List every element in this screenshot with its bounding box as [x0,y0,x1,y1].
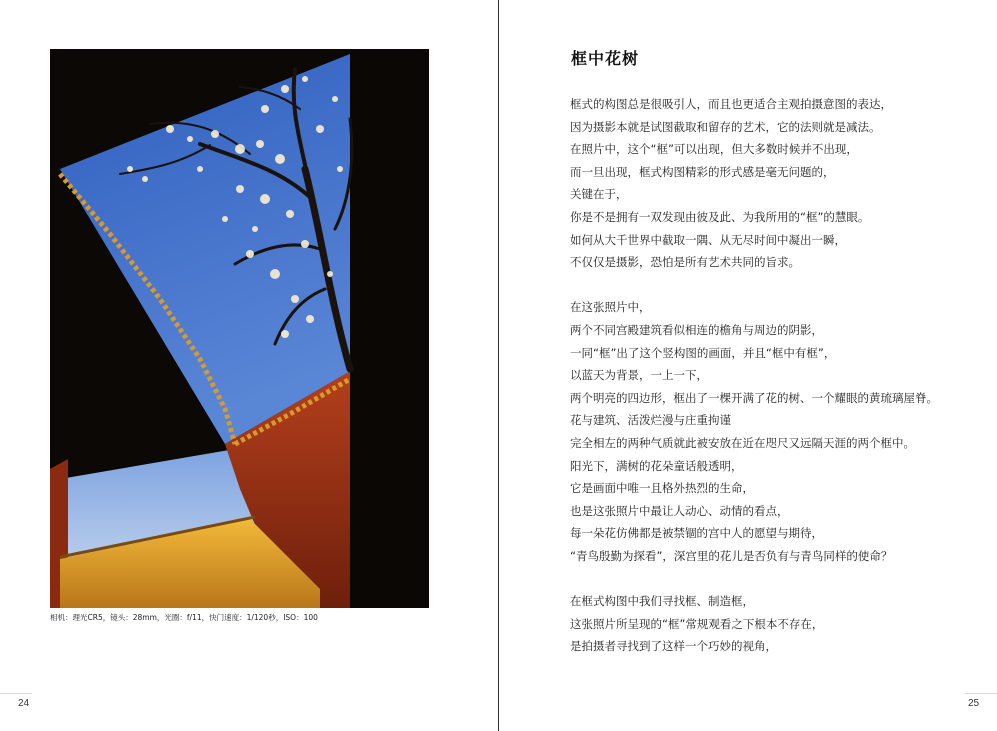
photo-illustration [50,49,429,608]
paragraph-gap [570,274,980,297]
body-text [570,93,980,658]
book-spine-divider [498,0,499,731]
text-line: 以蓝天为背景，一上一下， [570,368,708,383]
text-line: 它是画面中唯一且格外热烈的生命， [570,481,754,496]
text-line: 也是这张照片中最让人动心、动情的看点， [570,503,789,518]
text-line: “青鸟殷勤为探看”，深宫里的花儿是否负有与青鸟同样的使命？ [570,548,893,563]
footer-rule-left [0,693,32,694]
text-line: 而一旦出现，框式构图精彩的形式感是毫无问题的， [570,164,835,179]
text-line: 不仅仅是摄影，恐怕是所有艺术共同的旨求。 [570,255,800,270]
text-line: 两个不同宫殿建筑看似相连的檐角与周边的阴影， [570,322,823,337]
text-line: 如何从大千世界中截取一隅、从无尽时间中凝出一瞬， [570,232,846,247]
paragraph-1 [570,93,980,274]
text-line: 在框式构图中我们寻找框、制造框， [570,594,754,609]
text-line: 关键在于， [570,187,628,202]
text-line: 是拍摄者寻找到了这样一个巧妙的视角， [570,639,777,654]
text-line: 完全相左的两种气质就此被安放在近在咫尺又远隔天涯的两个框中。 [570,435,915,450]
text-line: 在照片中，这个“框”可以出现，但大多数时候并不出现， [570,142,858,157]
text-line: 每一朵花仿佛都是被禁锢的宫中人的愿望与期待， [570,526,823,541]
footer-rule-right [965,693,997,694]
page-number-right: 25 [968,698,980,709]
photo-caption: 相机：理光CR5，镜头：28mm，光圈：f/11，快门速度：1/120秒，ISO：100 [50,613,318,622]
paragraph-gap [570,567,980,590]
text-line: 花与建筑、活泼烂漫与庄重拘谨 [570,413,731,428]
page-title: 框中花树 [571,49,640,68]
text-line: 一同“框”出了这个竖构图的画面，并且“框中有框”， [570,345,836,360]
paragraph-3 [570,590,980,658]
text-line: 两个明亮的四边形，框出了一棵开满了花的树、一个耀眼的黄琉璃屋脊。 [570,390,938,405]
text-line: 阳光下，满树的花朵童话般透明， [570,458,743,473]
text-line: 框式的构图总是很吸引人，而且也更适合主观拍摄意图的表达， [570,97,892,111]
page-number-left: 24 [18,698,30,709]
text-line: 这张照片所呈现的“框”常规观看之下根本不存在， [570,616,824,631]
text-line: 你是不是拥有一双发现由彼及此、为我所用的“框”的慧眼。 [570,209,870,224]
text-line: 因为摄影本就是试图截取和留存的艺术，它的法则就是减法。 [570,119,881,134]
left-page [0,0,498,731]
photo-forbidden-city-blossom-tree [50,49,429,608]
text-line: 在这张照片中， [570,300,651,315]
paragraph-2 [570,296,980,567]
